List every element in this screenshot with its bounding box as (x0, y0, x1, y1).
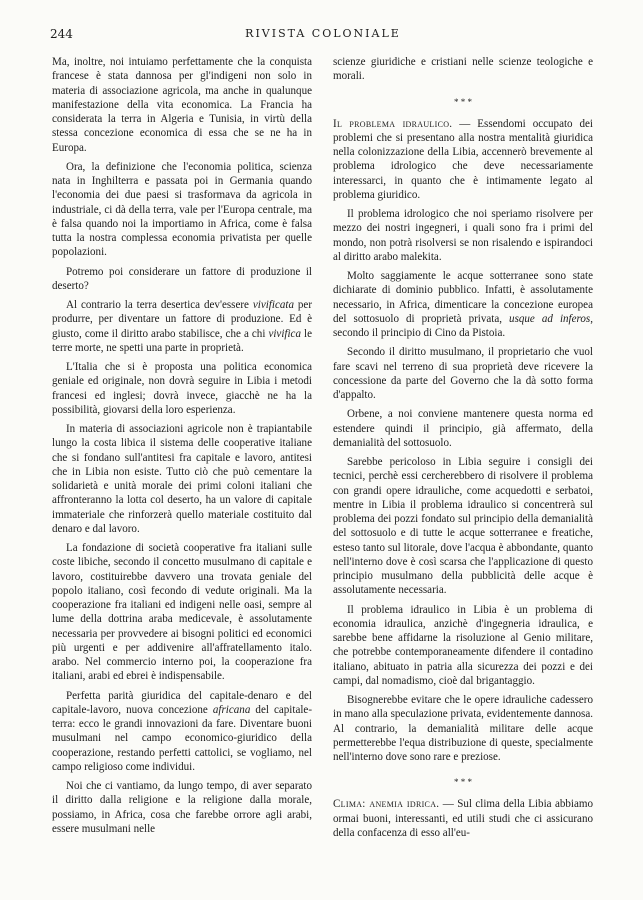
section-title: Il problema idraulico. (333, 117, 453, 130)
paragraph: Orbene, a noi conviene mantenere questa norma ed estendere quindi il principio, già affermato, della demanialità del sottosuolo. (333, 408, 593, 449)
section-separator: * * * (454, 777, 472, 788)
paragraph (52, 298, 312, 355)
section-title: Clima: anemia idrica. (333, 798, 440, 811)
left-column (52, 55, 312, 841)
paragraph: Noi che ci vantiamo, da lungo tempo, di aver separato il diritto dalla religione e la religione dalla morale, possiamo, in Africa, cosa che farebbe orrore agli arabi, essere musulmani nelle (52, 780, 312, 835)
paragraph: Il problema idraulico in Libia è un problema di economia idraulica, anzichè d'ingegneria idraulica, e sarebbe bene affidarne la risoluzione al Genio militare, che potrebbe contemporaneamente difendere il contadino italiano, abituato in patria alla sicurezza dei pozzi e dei campi, dal nomadismo, cioè dal brigantaggio. (333, 603, 593, 687)
paragraph: Ma, inoltre, noi intuiamo perfettamente che la conquista francese è stata dannosa per gl'indigeni non solo in materia di associazione agricola, ma anche in qualunque manifestazione della vita economica. La Francia ha considerata la terra in Algeria e Tunisia, in virtù della stessa concezione economica di essa che se ne ha in Europa. (52, 56, 312, 154)
text-run: per produrre, per diventare un fattore di produzione. Ed è giusto, come il diritto arabo stabilisce, che a chi (52, 299, 312, 340)
text-run: — Essendomi occupato dei problemi che si presentano alla nostra mentalità giuridica nella colonizzazione della Libia, accennerò brevemente al problema idrologico che deve necessariamente interessarci, in quanto che è intimamente legato al problema giuridico. (333, 117, 593, 201)
paragraph: L'Italia che si è proposta una politica economica geniale ed originale, non dovrà seguire in Libia i metodi francesi ed inglesi; dovrà invece, giacchè ne ha la possibilità, giovarsi della loro esperienza. (52, 361, 312, 416)
paragraph: Sarebbe pericoloso in Libia seguire i consigli dei tecnici, perchè essi cercherebbero di risolvere il problema con grandi opere idrauliche, come acquedotti e serbatoi, mentre in Libia il problema idraulico si concentrerà sul problema dei pozzi fondato sul principio della demanialità del sottosuolo e di tutte le acque sotterranee e freatiche, esteso tanto sul litorale, dove l'acqua è abbondante, quanto nell'interno dove è così scarsa che l'applicazione di questo principio musulmano della pubblicità delle acque è assolutamente necessaria. (333, 456, 593, 597)
italic-term: usque ad inferos (509, 312, 591, 325)
paragraph (333, 269, 593, 340)
section-separator: * * * (454, 96, 472, 107)
text-run: — Sul clima della Libia abbiamo ormai buoni, interessanti, ed utili studi che ci assicurano della confacenza di esso all'eu- (333, 798, 594, 839)
paragraph: La fondazione di società cooperative fra italiani sulle coste libiche, secondo il concetto musulmano di capitale e lavoro, costituirebbe davvero una trovata geniale del popolo italiano, così fecondo di vedute originali. Ma la cooperazione fra italiani ed indigeni nelle oasi, sempre al lume della dottrina araba medicevale, è assolutamente necessaria per provvedere ai bisogni politici ed economici più urgenti e per addivenire all'affratellamento italo. arabo. Nel commercio interno poi, la cooperazione fra italiani, arabi ed ebrei è indispensabile. (52, 542, 312, 683)
text-run: Molto saggiamente le acque sotterranee sono state dichiarate di dominio pubblico. Infatti, è assolutamente necessario, in Africa, dimenticare la concezione europea del sottosuolo di proprietà privata, (333, 270, 593, 325)
page-number: 244 (50, 27, 73, 41)
italic-term: vivifica (268, 327, 301, 340)
paragraph: In materia di associazioni agricole non è trapiantabile lungo la costa libica il sistema delle cooperative italiane che si fondano sull'antitesi fra capitale e lavoro, antitesi che in Libia non esiste. Tutto ciò che può cementare la solidarietà e unità morale dei primi coloni italiani che affronteranno la lotta col deserto, ha un valore di capitale immateriale che rinforzerà quello materiale costituito dal denaro e dal lavoro. (52, 423, 312, 535)
paragraph: Potremo poi considerare un fattore di produzione il deserto? (52, 265, 312, 292)
paragraph (52, 689, 312, 775)
italic-term: vivificata (252, 299, 294, 311)
running-title: RIVISTA COLONIALE (245, 27, 401, 40)
text-run: del capitale-terra: ecco le grandi innovazioni da fare. Diventare buoni musulmani nel campo economico-giuridico della cooperazione, restando perfetti cattolici, se vogliamo, nel campo religioso come individui. (52, 703, 313, 773)
paragraph: scienze giuridiche e cristiani nelle scienze teologiche e morali. (333, 56, 593, 83)
paragraph: Ora, la definizione che l'economia politica, scienza nata in Inghilterra e passata poi in Germania quando l'economia dei due paesi si trasformava da agricola in industriale, ci dà della terra, vale per l'Europa centrale, ma è falsa quando noi la importiamo in Africa, come è falsa tutta la nostra complessa economia privatista per quelle popolazioni. (52, 160, 312, 259)
paragraph: Il problema idrologico che noi speriamo risolvere per mezzo dei nostri ingegneri, i quali sono fra i primi del mondo, non potrà risolversi se non risalendo e ispirandoci al diritto arabo malekita. (333, 208, 593, 263)
text-run: Al contrario la terra desertica dev'essere (66, 299, 253, 311)
paragraph: Secondo il diritto musulmano, il proprietario che vuol fare scavi nel terreno di sua proprietà deve ricevere la concessione da parte del Governo che la dà sotto forma d'appalto. (333, 346, 593, 401)
paragraph: Bisognerebbe evitare che le opere idrauliche cadessero in mano alla speculazione privata, evidentemente dannosa. Al contrario, la demanialità militare delle acque permetterebbe l'equa distribuzione di queste, specialmente nell'interno dove sono rare e preziose. (333, 694, 593, 763)
right-column (333, 55, 593, 845)
section-paragraph (333, 117, 593, 203)
text-run: Perfetta parità giuridica del capitale-denaro e del capitale-lavoro, nuova concezione (52, 689, 312, 716)
text-run: , secondo il principio di Cino da Pistoia. (333, 312, 593, 339)
page-header (50, 27, 596, 43)
section-paragraph (333, 797, 593, 840)
italic-term: africana (212, 703, 251, 716)
text-run: le terre morte, ne spetti una parte in proprietà. (52, 327, 312, 354)
